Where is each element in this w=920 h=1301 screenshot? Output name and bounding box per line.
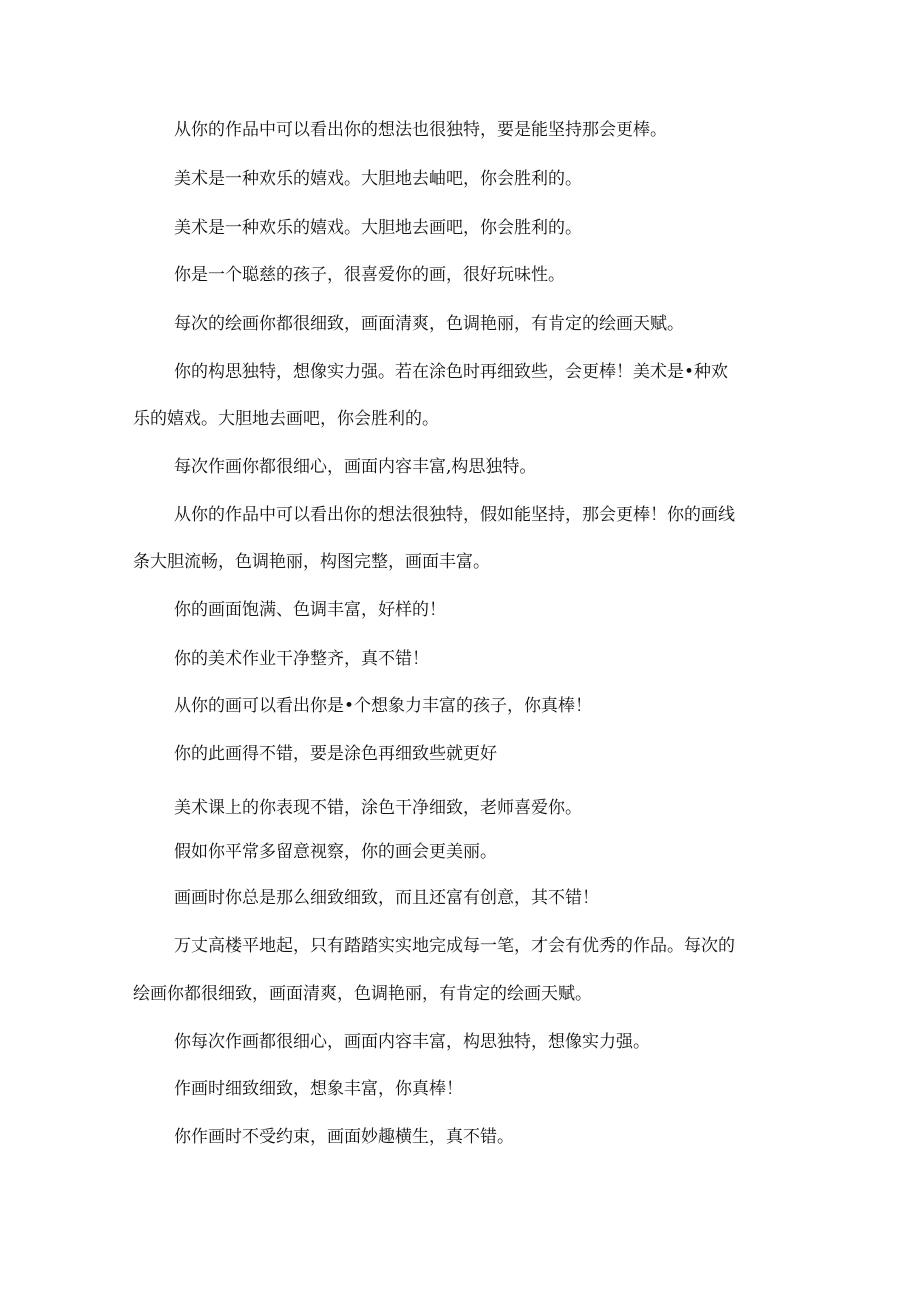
text-line: 你作画时不受约束，画面妙趣横生，真不错。 — [174, 1127, 514, 1147]
text-line: 乐的嬉戏。大胆地去画吧，你会胜利的。 — [133, 409, 439, 429]
text-line: 作画时细致细致，想象丰富，你真棒！ — [174, 1079, 463, 1099]
text-line: 绘画你都很细致，画面清爽，色调艳丽，有肯定的绘画天赋。 — [133, 984, 592, 1004]
text-line: 你的美术作业干净整齐，真不错！ — [174, 649, 429, 669]
text-line: 你每次作画都很细心，画面内容丰富，构思独特，想像实力强。 — [174, 1032, 650, 1052]
text-line: 你是一个聪慈的孩子，很喜爱你的画，很好玩味性。 — [174, 265, 565, 285]
text-line: 美术课上的你表现不错，涂色干净细致，老师喜爱你。 — [174, 798, 582, 818]
text-line: 假如你平常多留意视察，你的画会更美丽。 — [174, 842, 497, 862]
text-line: 你的此画得不错，要是涂色再细致些就更好 — [174, 744, 497, 764]
text-line: 每次作画你都很细心，画面内容丰富,构思独特。 — [174, 457, 537, 477]
text-line: 你的画面饱满、色调丰富，好样的！ — [174, 600, 446, 620]
text-line: 美术是一种欢乐的嬉戏。大胆地去画吧，你会胜利的。 — [174, 218, 582, 238]
text-line: 你的构思独特，想像实力强。若在涂色时再细致些，会更棒！美术是•种欢 — [174, 362, 729, 382]
text-line: 条大胆流畅，色调艳丽，构图完整，画面丰富。 — [133, 552, 490, 572]
text-line: 从你的作品中可以看出你的想法很独特，假如能坚持，那会更棒！你的画线 — [174, 505, 735, 525]
text-line: 从你的画可以看出你是•个想象力丰富的孩子，你真棒！ — [174, 696, 593, 716]
text-line: 每次的绘画你都很细致，画面清爽，色调艳丽，有肯定的绘画天赋。 — [174, 314, 684, 334]
text-line: 画画时你总是那么细致细致，而且还富有创意，其不错！ — [174, 888, 599, 908]
text-line: 从你的作品中可以看出你的想法也很独特，要是能坚持那会更棒。 — [174, 120, 667, 140]
text-line: 万丈高楼平地起，只有踏踏实实地完成每一笔，才会有优秀的作品。每次的 — [174, 936, 735, 956]
text-line: 美术是一种欢乐的嬉戏。大胆地去岫吧，你会胜利的。 — [174, 169, 582, 189]
